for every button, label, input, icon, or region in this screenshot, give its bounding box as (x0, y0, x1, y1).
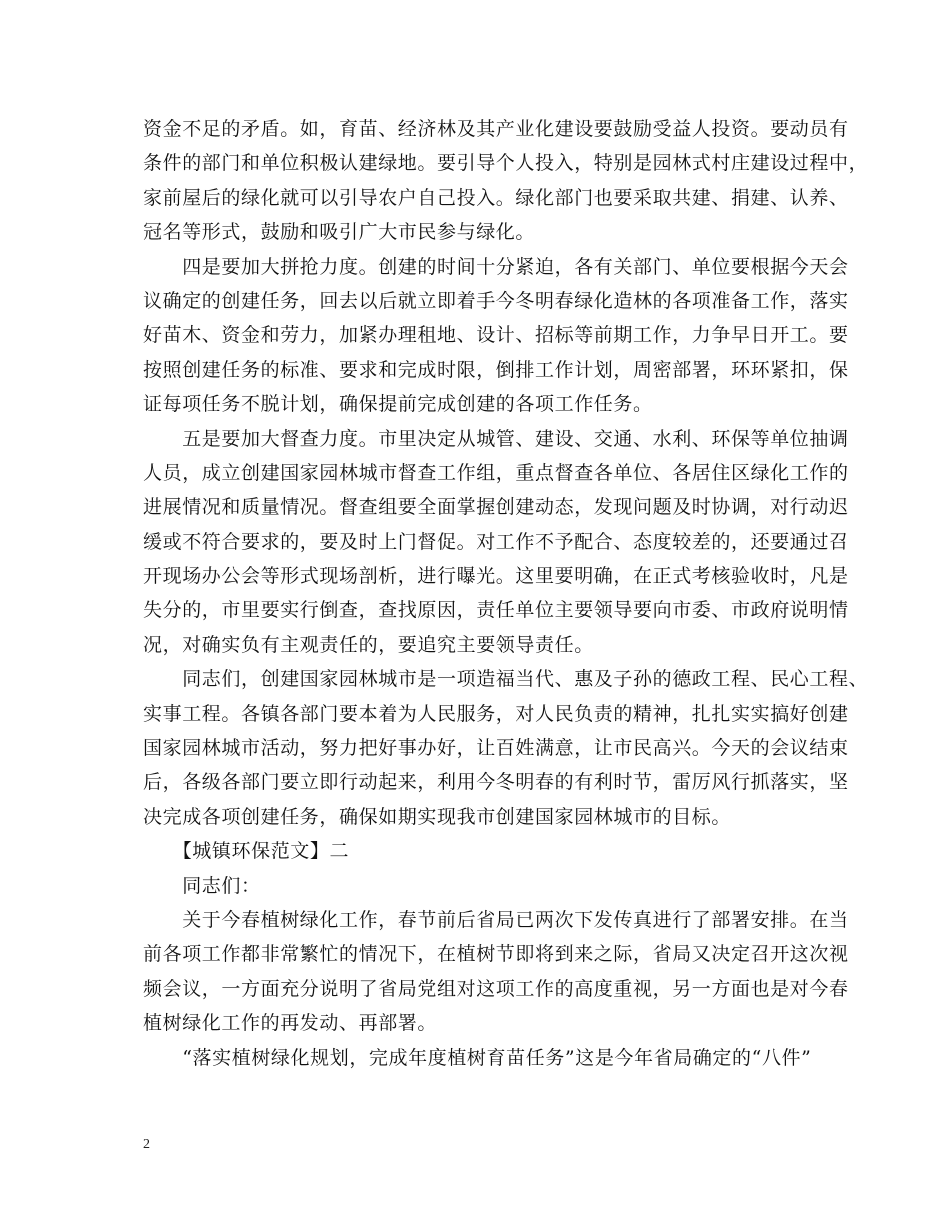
text-line: 失分的，市里要实行倒查，查找原因，责任单位主要领导要向市委、市政府说明情 (143, 599, 849, 622)
text-line: 实事工程。各镇各部门要本着为人民服务，对人民负责的精神，扎扎实实搞好创建 (143, 702, 849, 725)
text-line: 同志们： (143, 874, 261, 897)
text-line: 频会议，一方面充分说明了省局党组对这项工作的高度重视，另一方面也是对今春 (143, 977, 849, 1000)
text-line: 按照创建任务的标准、要求和完成时限，倒排工作计划，周密部署，环环紧扣，保 (143, 358, 849, 381)
text-line: 植树绿化工作的再发动、再部署。 (143, 1012, 438, 1035)
text-line: 【城镇环保范文】二 (143, 840, 350, 863)
text-line: 同志们，创建国家园林城市是一项造福当代、惠及子孙的德政工程、民心工程、 (143, 668, 869, 691)
page-number: 2 (143, 1137, 150, 1152)
body-text (143, 112, 869, 1075)
text-line: 关于今春植树绿化工作，春节前后省局已两次下发传真进行了部署安排。在当 (143, 908, 849, 931)
text-line: 后，各级各部门要立即行动起来，利用今冬明春的有利时节，雷厉风行抓落实，坚 (143, 771, 849, 794)
text-line: 人员，成立创建国家园林城市督查工作组，重点督查各单位、各居住区绿化工作的 (143, 461, 849, 484)
text-line: “落实植树绿化规划，完成年度植树育苗任务”这是今年省局确定的“八件” (143, 1046, 812, 1069)
text-line: 前各项工作都非常繁忙的情况下，在植树节即将到来之际，省局又决定召开这次视 (143, 943, 849, 966)
text-line: 国家园林城市活动，努力把好事办好，让百姓满意，让市民高兴。今天的会议结束 (143, 737, 849, 760)
text-line: 况，对确实负有主观责任的，要追究主要领导责任。 (143, 633, 594, 656)
text-line: 资金不足的矛盾。如，育苗、经济林及其产业化建设要鼓励受益人投资。要动员有 (143, 118, 849, 140)
text-line: 决完成各项创建任务，确保如期实现我市创建国家园林城市的目标。 (143, 805, 732, 828)
text-line: 条件的部门和单位积极认建绿地。要引导个人投入，特别是园林式村庄建设过程中， (143, 152, 869, 175)
text-line: 四是要加大拼抢力度。创建的时间十分紧迫，各有关部门、单位要根据今天会 (143, 255, 849, 278)
text-line: 缓或不符合要求的，要及时上门督促。对工作不予配合、态度较差的，还要通过召 (143, 530, 849, 553)
text-line: 证每项任务不脱计划，确保提前完成创建的各项工作任务。 (143, 393, 653, 416)
text-line: 进展情况和质量情况。督查组要全面掌握创建动态，发现问题及时协调，对行动迟 (143, 496, 849, 519)
text-line: 五是要加大督查力度。市里决定从城管、建设、交通、水利、环保等单位抽调 (143, 427, 849, 450)
text-line: 开现场办公会等形式现场剖析，进行曝光。这里要明确，在正式考核验收时，凡是 (143, 565, 849, 588)
text-line: 好苗木、资金和劳力，加紧办理租地、设计、招标等前期工作，力争早日开工。要 (143, 324, 849, 347)
text-line: 家前屋后的绿化就可以引导农户自己投入。绿化部门也要采取共建、捐建、认养、 (143, 186, 849, 209)
text-line: 议确定的创建任务，回去以后就立即着手今冬明春绿化造林的各项准备工作，落实 (143, 289, 849, 312)
text-line: 冠名等形式，鼓励和吸引广大市民参与绿化。 (143, 221, 536, 244)
